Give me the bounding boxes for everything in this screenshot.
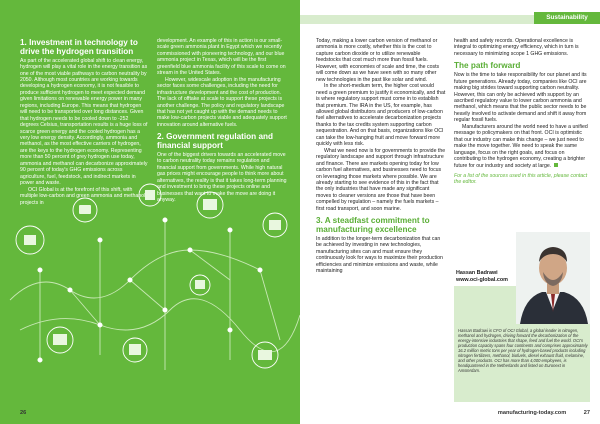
author-name-bar (454, 268, 516, 286)
page-number-right: 27 (583, 410, 590, 416)
column-2 (157, 38, 289, 204)
section-heading-2: 2. Government regulation and financial support (157, 132, 274, 151)
paragraph (454, 124, 588, 169)
section-heading-path-forward: The path forward (454, 61, 521, 71)
page-footer-right (498, 410, 590, 416)
author-website: www.oci-global.com (456, 277, 508, 283)
author-name: Hassan Badrawi (456, 270, 498, 276)
section-header (300, 12, 600, 23)
paragraph: In addition to the longer-term decarbonization that can be achieved by investing in new technologies, manufacturing sites can and must ensure they continuously look for ways to maximize their production efficiencies and minimize emissions and waste, while maintaining (316, 235, 443, 275)
column-1 (20, 38, 148, 206)
paragraph: However, widescale adoption in the manufacturing sector faces some challenges, including the need for infrastructure development and the cost of production. The lack of offtake at scale to support these projects is another challenge. The policy and regulatory landscape that has not yet caught up with the demand needs to make low-carbon projects viable and adequately support innovation around alternative fuels. (157, 76, 287, 128)
paragraph: OCI Global is at the forefront of this shift, with multiple low-carbon and green ammonia and methanol projects in (20, 186, 146, 206)
end-mark-icon (554, 163, 558, 167)
paragraph-text: Manufacturers around the world need to have a unified message to policymakers on that front. OCI is optimistic that our industry can make this change – we just need to make the move together. We need to speak the same language, focus on the right goals, and focus on contributing to the hydrogen economy, creating a brighter future for our industry and society at large. (454, 123, 588, 169)
column-4 (454, 38, 588, 186)
paragraph: development. An example of this in action is our small-scale green ammonia plant in Egypt which we recently commissioned with pioneering technology, and our blue ammonia project in Texas, which will be the first greenfield blue ammonia facility of this scale to come on stream in the United States. (157, 38, 286, 77)
paragraph: One of the biggest drivers towards an accelerated move to carbon neutrality today remains regulation and financial support from governments. While high natural gas prices might encourage people to think more about alternatives, the reality is that it takes long-term planning and investment to bring these projects online and businesses that want to make the move are doing it anyway. (157, 151, 287, 204)
author-box (454, 268, 590, 402)
page-number-left: 26 (20, 410, 27, 416)
section-heading-3: 3. A steadfast commitment to manufacturing excellence (316, 216, 430, 235)
hydrogen-network-illustration (0, 180, 300, 385)
footer-site: manufacturing-today.com (497, 410, 567, 416)
author-bio: Hassan Badrawi is CFO of OCI Global, a global leader in nitrogen, methanol and hydrogen, driving forward the decarbonization of the energy-intensive industries that shape, feed and fuel the world. OCI's production capacity spans four continents and comprises approximately 16.2 million metric tons per year of hydrogen-based products including nitrogen fertilizers, methanol, biofuels, diesel exhaust fluid, melamine, and other products. OCI has more than 4,000 employees, is headquartered in the Netherlands and listed on Euronext in Amsterdam. (458, 328, 588, 374)
paragraph: As part of the accelerated global shift to clean energy, hydrogen will play a vital role in the energy transition as one of the most viable pathways to carbon neutrality by 2050. Although most countries are working towards developing a hydrogen economy, it is not feasible to produce sufficient hydrogen to meet expected demand given limitations on renewable energy power in many regions, including Europe. This means that hydrogen will need to be transported over long distances. Given that hydrogen needs to be cooled down to -252 degrees Celsius, transportation results is a huge loss of scarce green energy and the cooled hydrogen has a very low energy density. Accordingly, ammonia and methanol, as the most effective carriers of hydrogen, are the keys to the hydrogen economy. Representing more than 50 percent of grey hydrogen use today, ammonia and methanol can decarbonize approximately 90 percent of today's GHG emissions across agriculture, fuel, feedstock, and indirect markets in power and waste. (20, 57, 148, 187)
paragraph: In the short-medium term, the higher cost would need a green premium to justify it economically, and that is where regulatory support must come in to establish that premium. The IRA in the US, for example, has allowed global distributors and producers of low-carbon fuel alternatives to accelerate decarbonization projects thanks to the tax credits system supporting carbon sequestration. And on that basis, organizations like OCI can take the low-hanging fruit and move forward more quickly with less risk. (316, 83, 446, 148)
sources-note: For a list of the sources used in this article, please contact the editor. (454, 172, 588, 186)
paragraph: Today, making a lower carbon version of methanol or ammonia is more costly, whether this is the cost to capture carbon dioxide or to utilize renewable feedstocks that cost much more than fossil fuels. However, with economies of scale and time, the costs will come down as we have seen with so many other new technologies in the past like solar and wind. (316, 38, 440, 83)
paragraph: Now is the time to take responsibility for our planet and its future generations. Already today, companies like OCI are making big strides toward supporting carbon neutrality. However, this can only be achieved with support by an ascribed regulatory value to lower carbon ammonia and methanol, which means that the public sector needs to be heavily involved to activate demand and shift it away from regular fossil fuels. (454, 72, 587, 124)
paragraph: What we need now is for governments to provide the regulatory landscape and support through infrastructure and finance. There are markets opening today for low carbon fuel alternatives, and businesses need to focus on leveraging those markets where possible. We are already starting to see evidence of this in the fact that the only industries that have made any significant moves to cleaner versions are those that have been compelled by regulation – namely the fuels markets – first road transport, and soon marine. (316, 147, 446, 212)
author-portrait (516, 232, 590, 324)
section-tab: Sustainability (534, 12, 600, 24)
column-3 (316, 38, 446, 275)
paragraph: health and safety records. Operational excellence is integral to optimizing energy efficiency, which in turn is necessary to minimizing scope 1 GHG emissions. (454, 38, 579, 57)
section-heading-1: 1. Investment in technology to drive the hydrogen transition (20, 38, 138, 56)
